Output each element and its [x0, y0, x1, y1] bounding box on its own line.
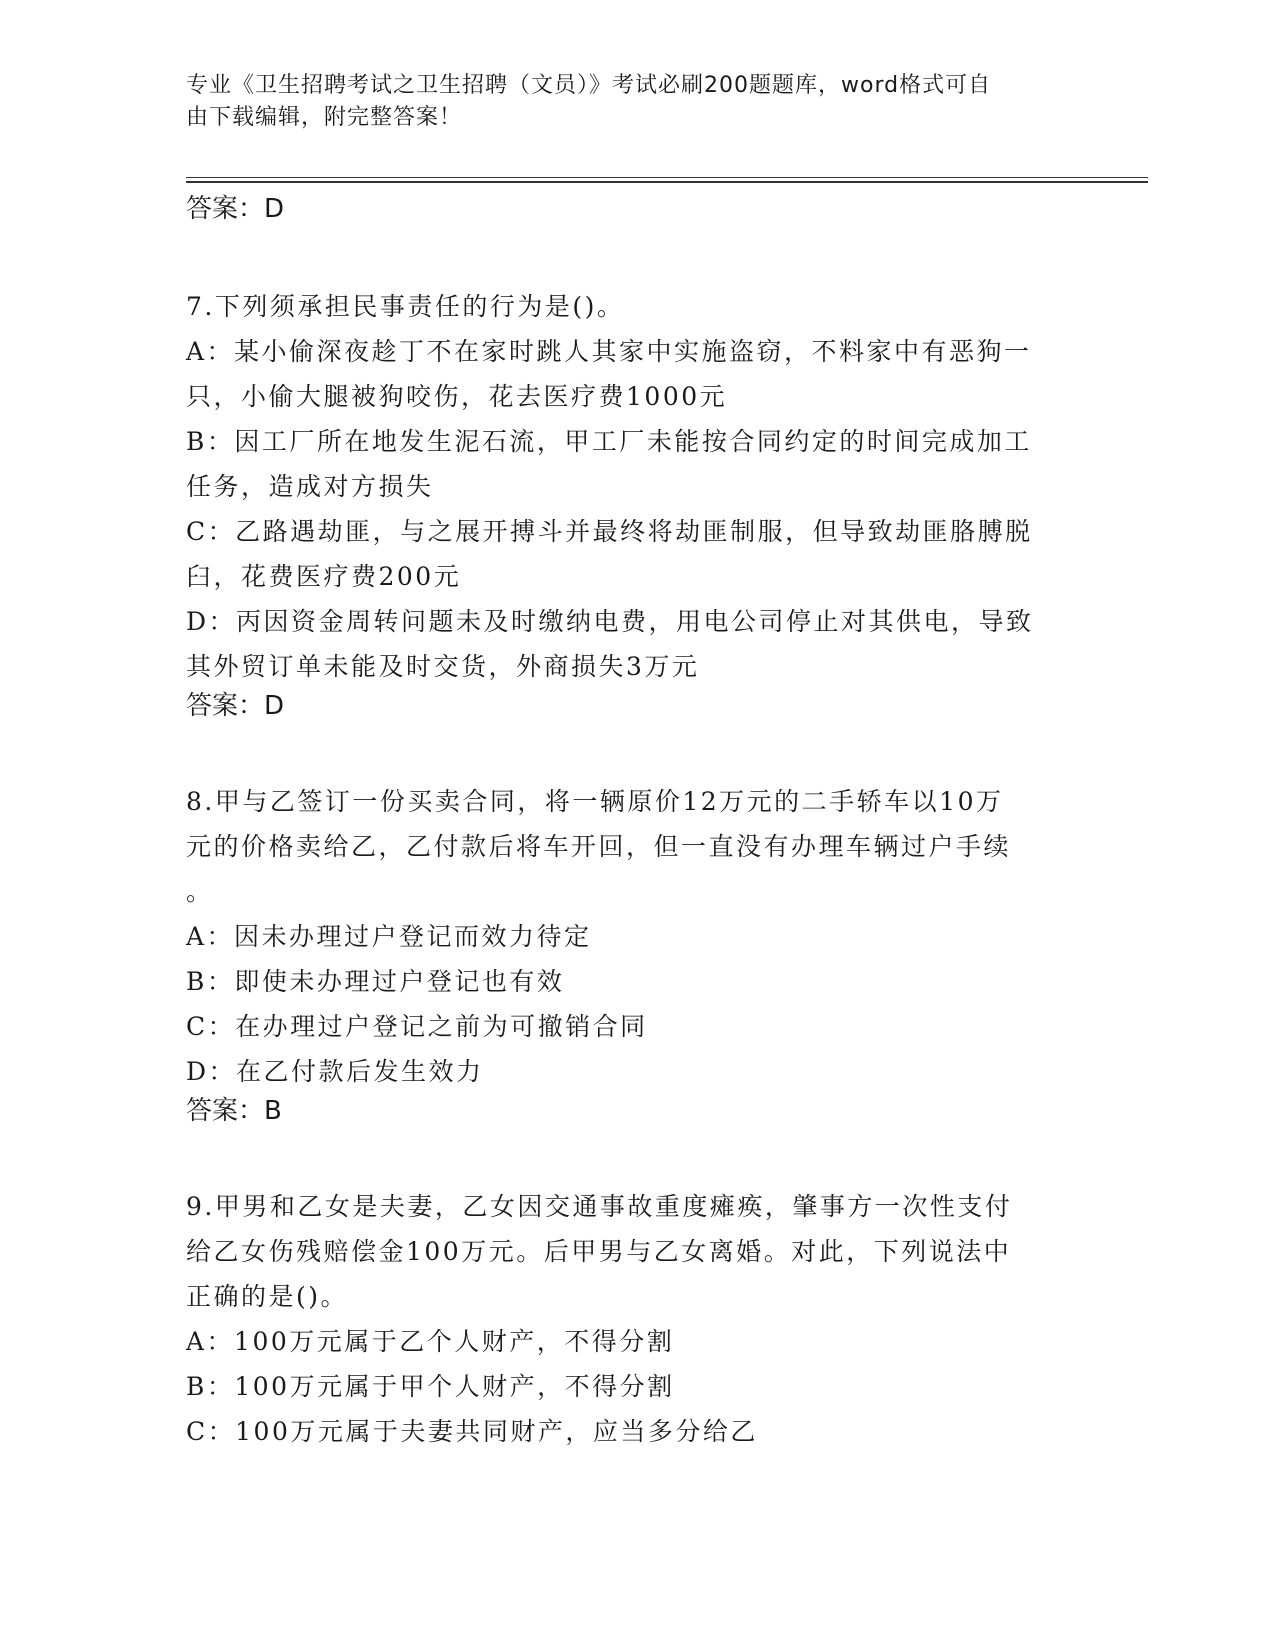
question-9-option-a: A：100万元属于乙个人财产，不得分割	[186, 1327, 675, 1356]
question-9-option-b: B：100万元属于甲个人财产，不得分割	[186, 1372, 675, 1401]
question-8-option-c: C：在办理过户登记之前为可撤销合同	[186, 1012, 648, 1041]
question-9	[186, 1184, 1066, 1454]
question-8-stem-line-3: 。	[186, 877, 214, 906]
question-8-option-a: A：因未办理过户登记而效力待定	[186, 922, 592, 951]
header-divider-thick	[186, 181, 1148, 183]
question-7-answer: 答案：D	[186, 691, 285, 721]
question-7-option-d-line-2: 其外贸订单未能及时交货，外商损失3万元	[186, 652, 700, 681]
question-7-option-c-line-1: C：乙路遇劫匪，与之展开搏斗并最终将劫匪制服，但导致劫匪胳膊脱	[186, 517, 1033, 546]
question-content	[186, 192, 1066, 1454]
question-9-stem-line-3: 正确的是()。	[186, 1282, 349, 1311]
document-header	[186, 70, 1066, 134]
question-7-option-d-line-1: D：丙因资金周转问题未及时缴纳电费，用电公司停止对其供电，导致	[186, 607, 1034, 636]
header-line-1: 专业《卫生招聘考试之卫生招聘（文员）》考试必刷200题题库，word格式可自	[186, 73, 992, 98]
question-9-stem-line-1: 9.甲男和乙女是夫妻，乙女因交通事故重度瘫痪，肇事方一次性支付	[186, 1192, 1013, 1221]
previous-answer: 答案：D	[186, 194, 285, 224]
question-8-stem-line-2: 元的价格卖给乙，乙付款后将车开回，但一直没有办理车辆过户手续	[186, 832, 1012, 861]
question-8-answer: 答案：B	[186, 1096, 282, 1126]
question-7-option-b-line-1: B：因工厂所在地发生泥石流，甲工厂未能按合同约定的时间完成加工	[186, 427, 1032, 456]
question-7-stem: 7.下列须承担民事责任的行为是()。	[186, 292, 625, 321]
question-8-option-b: B：即使未办理过户登记也有效	[186, 967, 565, 996]
question-7-option-a-line-2: 只，小偷大腿被狗咬伤，花去医疗费1000元	[186, 382, 728, 411]
question-7-option-c-line-2: 臼，花费医疗费200元	[186, 562, 462, 591]
question-9-option-c: C：100万元属于夫妻共同财产，应当多分给乙	[186, 1417, 758, 1446]
header-line-2: 由下载编辑，附完整答案！	[186, 105, 463, 130]
question-7-option-b-line-2: 任务，造成对方损失	[186, 472, 434, 501]
question-7	[186, 284, 1066, 723]
question-7-option-a-line-1: A：某小偷深夜趁丁不在家时跳人其家中实施盗窃，不料家中有恶狗一	[186, 337, 1032, 366]
question-8-stem-line-1: 8.甲与乙签订一份买卖合同，将一辆原价12万元的二手轿车以10万	[186, 787, 1004, 816]
question-9-stem-line-2: 给乙女伤残赔偿金100万元。后甲男与乙女离婚。对此，下列说法中	[186, 1237, 1012, 1266]
header-divider-thin	[186, 177, 1148, 178]
question-8-option-d: D：在乙付款后发生效力	[186, 1057, 484, 1086]
question-8	[186, 779, 1066, 1128]
